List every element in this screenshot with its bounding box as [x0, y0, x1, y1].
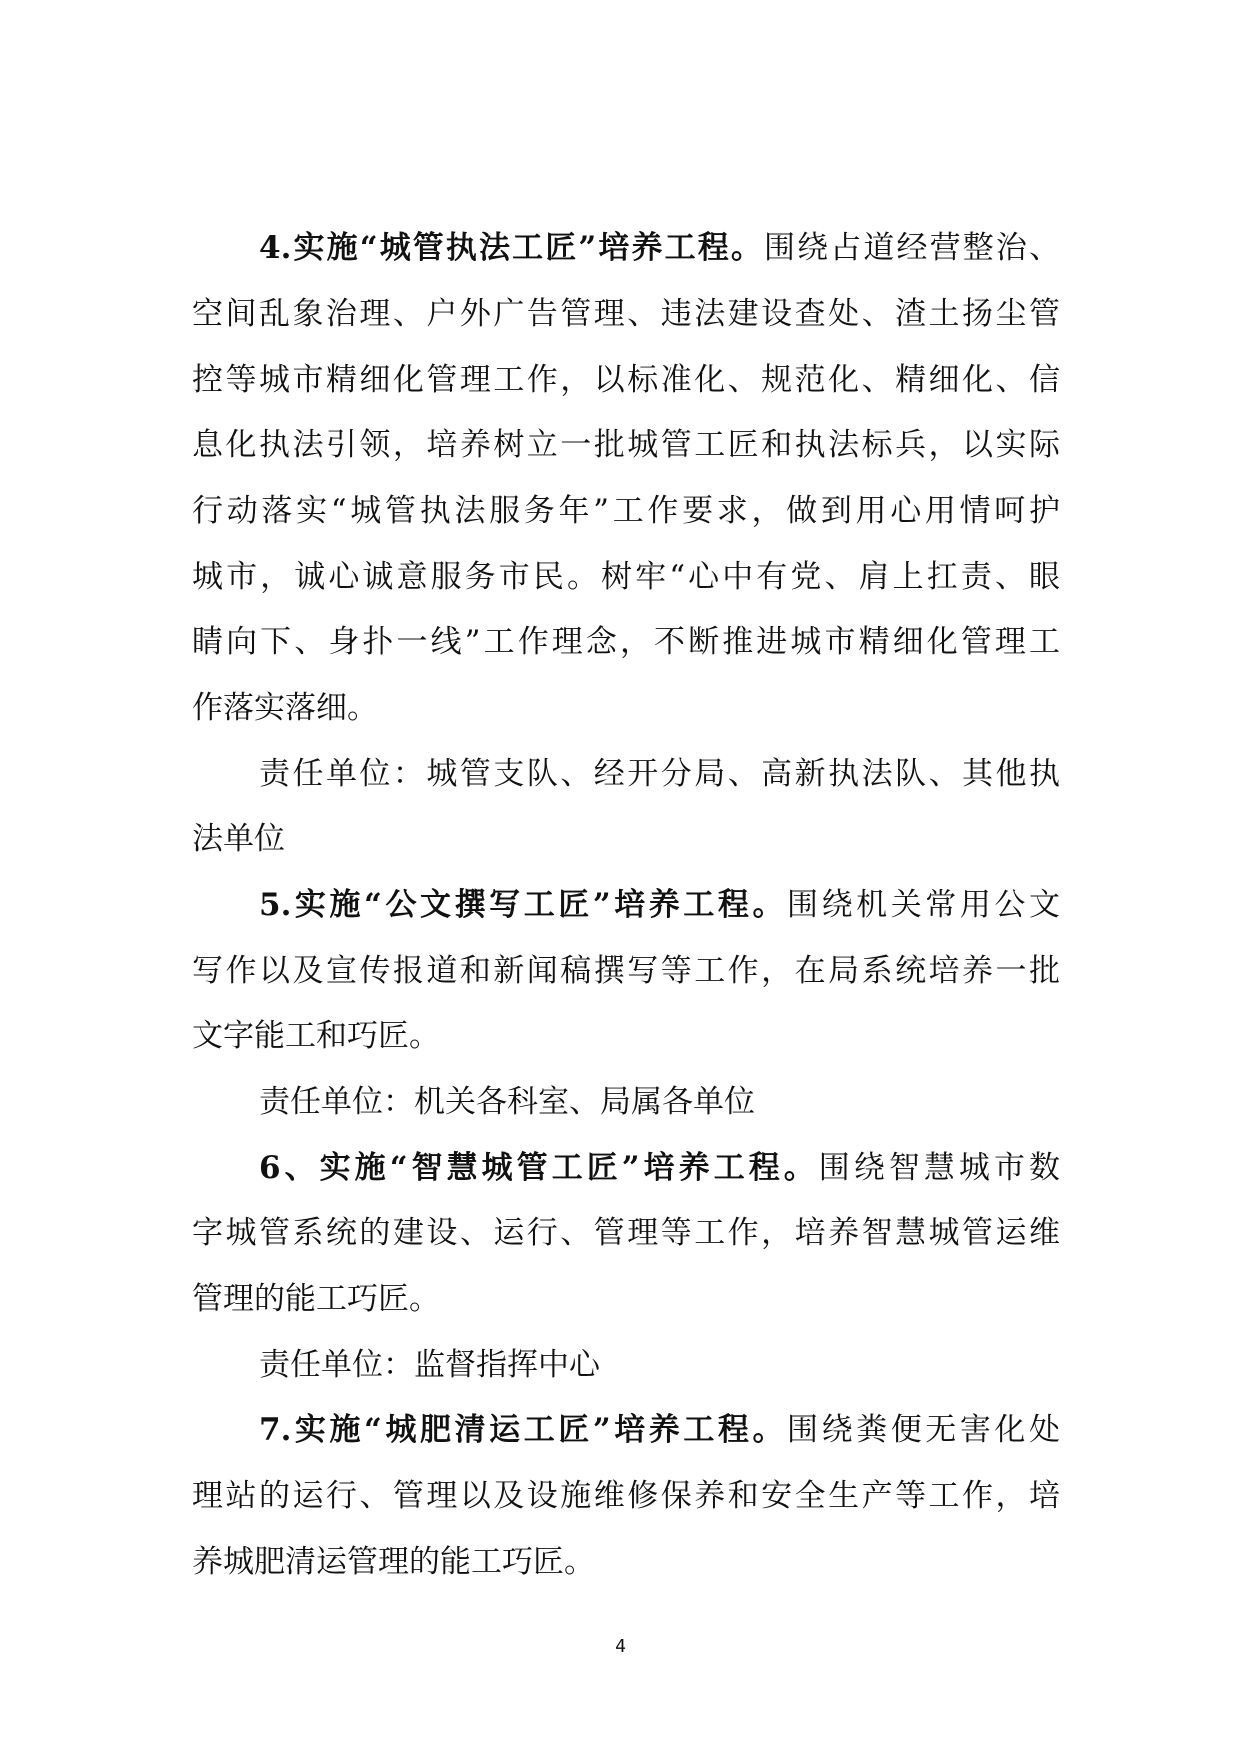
paragraph-6-line-1: 6、实施“智慧城管工匠”培养工程。围绕智慧城市数 [259, 1150, 1060, 1186]
paragraph-7-heading: 7.实施“城肥清运工匠”培养工程。 [259, 1412, 788, 1448]
paragraph-4-line-8: 作落实落细。 [192, 690, 378, 726]
paragraph-4-heading: 4.实施“城管执法工匠”培养工程。 [259, 230, 765, 266]
paragraph-7-line-2: 理站的运行、管理以及设施维修保养和安全生产等工作，培 [192, 1478, 1060, 1514]
paragraph-7-line-3: 养城肥清运管理的能工巧匠。 [192, 1544, 595, 1580]
paragraph-6-line-2: 字城管系统的建设、运行、管理等工作，培养智慧城管运维 [192, 1215, 1060, 1251]
paragraph-4-line-5: 行动落实“城管执法服务年”工作要求，做到用心用情呵护 [192, 493, 1060, 529]
paragraph-4-line-2: 空间乱象治理、户外广告管理、违法建设查处、渣土扬尘管 [192, 296, 1060, 332]
paragraph-6-heading: 6、实施“智慧城管工匠”培养工程。 [259, 1150, 819, 1186]
paragraph-5-line-1: 5.实施“公文撰写工匠”培养工程。围绕机关常用公文 [259, 887, 1060, 923]
paragraph-4-line-3: 控等城市精细化管理工作，以标准化、规范化、精细化、信 [192, 362, 1060, 398]
paragraph-4-line-4: 息化执法引领，培养树立一批城管工匠和执法标兵，以实际 [192, 427, 1060, 463]
responsibility-4-line-2: 法单位 [192, 821, 285, 857]
paragraph-4-line-1: 4.实施“城管执法工匠”培养工程。围绕占道经营整治、 [259, 230, 1061, 266]
responsibility-5: 责任单位：机关各科室、局属各单位 [259, 1084, 755, 1120]
paragraph-6-line-3: 管理的能工巧匠。 [192, 1281, 440, 1317]
paragraph-5-line-3: 文字能工和巧匠。 [192, 1018, 440, 1054]
page-number: 4 [615, 1636, 626, 1657]
responsibility-4-line-1: 责任单位：城管支队、经开分局、高新执法队、其他执 [259, 756, 1060, 792]
paragraph-4-line-6: 城市，诚心诚意服务市民。树牢“心中有党、肩上扛责、眼 [192, 559, 1060, 595]
paragraph-7-line-1: 7.实施“城肥清运工匠”培养工程。围绕粪便无害化处 [259, 1412, 1060, 1448]
responsibility-6: 责任单位：监督指挥中心 [259, 1347, 600, 1383]
paragraph-5-heading: 5.实施“公文撰写工匠”培养工程。 [259, 887, 788, 923]
paragraph-4-line-7: 睛向下、身扑一线”工作理念，不断推进城市精细化管理工 [192, 624, 1060, 660]
paragraph-5-line-2: 写作以及宣传报道和新闻稿撰写等工作，在局系统培养一批 [192, 953, 1060, 989]
